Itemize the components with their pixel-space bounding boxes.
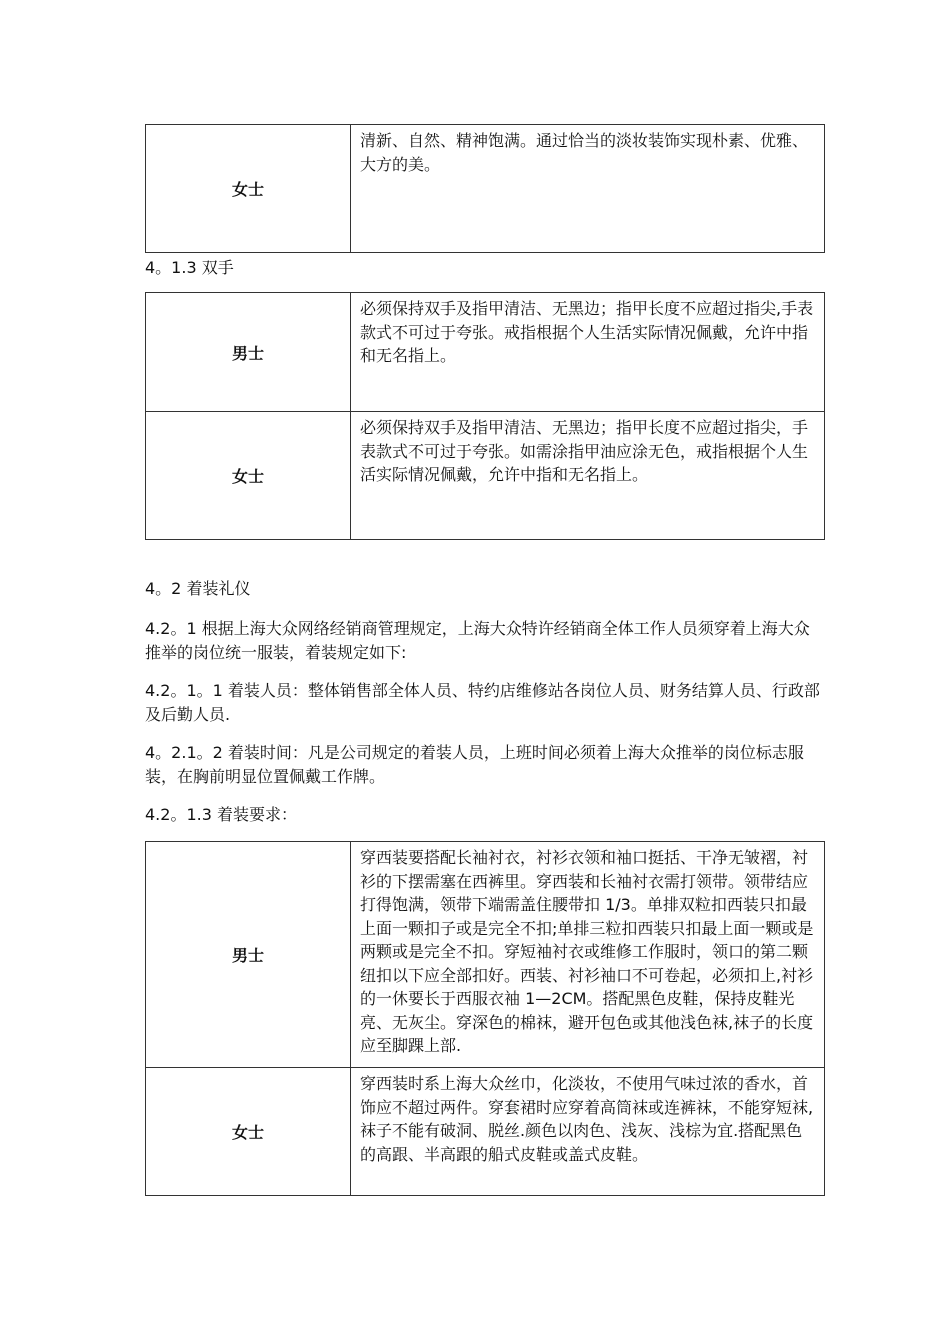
row-content: 清新、自然、精神饱满。通过恰当的淡妆装饰实现朴素、优雅、大方的美。 (351, 125, 825, 253)
row-label: 女士 (146, 125, 351, 253)
paragraph-4-2-1-1: 4.2。1。1 着装人员：整体销售部全体人员、特约店维修站各岗位人员、财务结算人员、行政部及后勤人员. (145, 681, 820, 724)
section-heading-dress: 4。2 着装礼仪 (145, 579, 251, 598)
table-row (146, 412, 825, 540)
table-row (146, 125, 825, 253)
row-content: 必须保持双手及指甲清洁、无黑边；指甲长度不应超过指尖，手表款式不可过于夸张。如需涂指甲油应涂无色，戒指根据个人生活实际情况佩戴，允许中指和无名指上。 (351, 412, 825, 540)
paragraph-4-2-1-2: 4。2.1。2 着装时间：凡是公司规定的着装人员，上班时间必须着上海大众推举的岗位标志服装，在胸前明显位置佩戴工作牌。 (145, 743, 804, 786)
row-content: 穿西装时系上海大众丝巾，化淡妆，不使用气味过浓的香水，首饰应不超过两件。穿套裙时应穿着高筒袜或连裤袜，不能穿短袜,袜子不能有破洞、脱丝.颜色以肉色、浅灰、浅棕为宜.搭配黑色的高跟、半高跟的船式皮鞋或盖式皮鞋。 (351, 1068, 825, 1196)
paragraph-4-2-1-3: 4.2。1.3 着装要求： (145, 805, 297, 824)
row-label: 男士 (146, 842, 351, 1068)
row-label: 女士 (146, 1068, 351, 1196)
row-content: 穿西装要搭配长袖衬衣，衬衫衣领和袖口挺括、干净无皱褶，衬衫的下摆需塞在西裤里。穿西装和长袖衬衣需打领带。领带结应打得饱满，领带下端需盖住腰带扣 1/3。单排双粒扣西装只扣最上面一颗扣子或是完全不扣;单排三粒扣西装只扣最上面一颗或是两颗或是完全不扣。穿短袖衬衣或维修工作服时，领口的第二颗纽扣以下应全部扣好。西装、衬衫袖口不可卷起，必须扣上,衬衫的一休要长于西服衣袖 1—2CM。搭配黑色皮鞋，保持皮鞋光亮、无灰尘。穿深色的棉袜，避开包色或其他浅色袜,袜子的长度应至脚踝上部. (351, 842, 825, 1068)
dress-table (145, 841, 825, 1196)
table-row (146, 293, 825, 412)
row-label: 女士 (146, 412, 351, 540)
paragraph-4-2-1: 4.2。1 根据上海大众网络经销商管理规定，上海大众特许经销商全体工作人员须穿着上海大众推举的岗位统一服装，着装规定如下: (145, 619, 810, 662)
face-table-women (145, 124, 825, 253)
section-heading-hands: 4。1.3 双手 (145, 258, 234, 277)
table-row (146, 842, 825, 1068)
hands-table (145, 292, 825, 540)
row-content: 必须保持双手及指甲清洁、无黑边；指甲长度不应超过指尖,手表款式不可过于夸张。戒指根据个人生活实际情况佩戴，允许中指和无名指上。 (351, 293, 825, 412)
row-label: 男士 (146, 293, 351, 412)
table-row (146, 1068, 825, 1196)
